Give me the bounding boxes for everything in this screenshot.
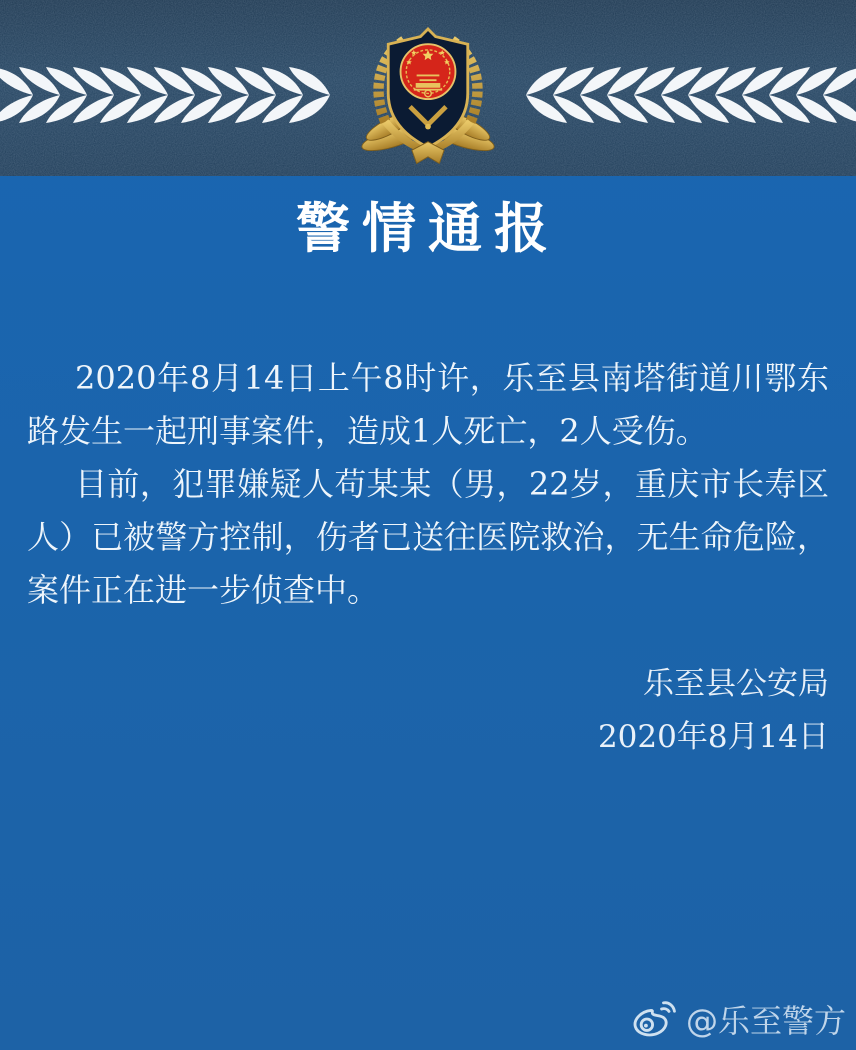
header-band (0, 0, 856, 176)
notice-paragraph-1: 2020年8月14日上午8时许，乐至县南塔街道川鄂东路发生一起刑事案件，造成1人死亡，2人受伤。 (27, 359, 829, 450)
page-title: 警情通报 (296, 196, 560, 260)
watermark-handle: @乐至警方 (685, 1002, 846, 1040)
signature-date: 2020年8月14日 (597, 719, 829, 755)
police-badge-icon (357, 26, 499, 176)
weibo-icon (631, 1000, 677, 1038)
signature-org: 乐至县公安局 (643, 666, 829, 702)
notice-body (27, 352, 829, 617)
notice-paragraph-2: 目前，犯罪嫌疑人苟某某（男，22岁，重庆市长寿区人）已被警方控制，伤者已送往医院救治，无生命危险，案件正在进一步侦查中。 (27, 465, 829, 609)
watermark (631, 996, 846, 1042)
signature-block (598, 658, 829, 764)
